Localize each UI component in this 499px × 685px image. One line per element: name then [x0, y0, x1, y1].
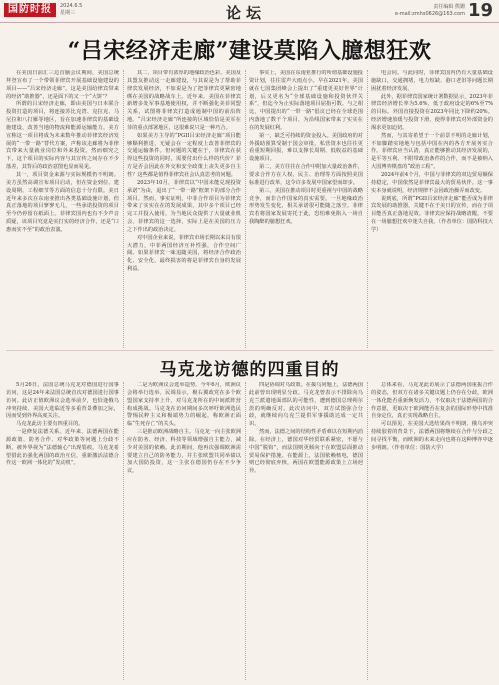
column-divider	[245, 382, 246, 680]
article1-headline: “吕宋经济走廊”建设莫陷入臆想狂欢	[67, 38, 432, 64]
column-divider	[123, 70, 124, 348]
column-divider	[367, 70, 368, 348]
newspaper-logo: 国防时报	[4, 3, 56, 17]
article1-column-3	[249, 70, 363, 348]
paragraph: 事实上，美国在东南亚推行的所谓基础设施投资计划，往往雷声大雨点小。早在2021年，美国就在七国集团峰会上提出了“重建更美好世界”计划，后又更名为“全球基础设施和投资伙伴关系”，但迄今为止实际落地项目屈指可数。与之相比，中国提出的“一带一路”倡议已经在全球范围内落地了数千个项目，为沿线国家带来了实实在在的发展红利。	[249, 70, 363, 131]
editor-info	[395, 4, 465, 18]
paragraph: 四是协调对乌政策。在援乌问题上，法德两国此前曾出现明显分歧。马克龙曾表示不排除向乌克兰派遣地面部队的可能性，遭到德国总理朔尔茨的明确反对。此次访问中，双方试图弥合分歧，就继续向乌克兰提供军事援助达成一定共识。	[249, 382, 363, 428]
paragraph: 然而，法德之间的结构性矛盾难以在短期内消除。在经济上，德国对华经贸联系紧密，不愿与中国“脱钩”，而法国则更倾向于在欧盟层面推动贸易保护措施。在能源上，法国依赖核电，德国则已经彻底弃核，两国在欧盟能源政策上立场迥异。	[249, 429, 363, 475]
paragraph: 2023年10月，菲律宾以“中国未能兑现投资承诺”为由，退出了“一带一路”框架下的部分合作项目。然而，事实证明，中菲合作项目为菲律宾带来了实实在在的发展成果，其中多个项目已经完工并投入使用，为当地民众提供了大量就业机会。菲律宾的这一选择，实际上是在美国的压力之下作出的政治决定。	[127, 179, 241, 233]
paragraph: 此外，据菲律宾国家统计署数据显示，2023年菲律宾经济增长率为5.6%，低于政府设定的6%至7%的目标。外国直接投资在2023年同比下降约20%。经济增速放缓与投资下滑，使得菲律宾对外部资金的渴求更加迫切。	[371, 93, 493, 131]
article2-column-3	[249, 382, 363, 680]
issue-date	[60, 3, 82, 17]
column-divider	[245, 70, 246, 348]
page-header	[0, 0, 499, 23]
paragraph: 在美国日前汇三边首脑会议期间，美国总统拜登宣布了一个带领菲律宾开展基础设施建设的项目——“吕宋经济走廊”。这是美国给律宾带来的经济“助推器”，还是面下的又一个“大饼”？	[6, 70, 119, 100]
paragraph: 如果美方主导的“PGII吕宋经济走廊”项目能够顺利推进，无疑会在一定程度上改善菲律宾的交通运输条件。但问题的关键在于，菲律宾在获得这些投资的同时，需要付出什么样的代价？菲方是否会因此在外交和安全政策上丧失更多自主性？这些都是值得菲律宾社会认真思考的问题。	[127, 132, 241, 178]
paragraph: 第一，缺乏可持续的资金投入。美国政府的对外援助预算受制于国会审批，私营资本也往往更看重短期回报，难以支撑长周期、低收益的基础设施项目。	[249, 132, 363, 163]
paragraph: 可以预见，在美国大选结果尚不明朗、俄乌冲突持续胶着的背景下，法德两国将继续在合作与分歧之间寻找平衡，而欧洲的未来走向也将在这种博弈中逐步明朗。（作者单位：国防大学）	[371, 421, 493, 451]
issue-weekday: 星期三	[60, 10, 76, 16]
paragraph: 三是推动欧洲战略自主。马克龙一向主张欧洲应在防务、经济、科技等领域增强自主能力，减少对美国的依赖。此访期间，他再次强调欧洲需要建立自己的防务能力，并主张欧盟共同举债以加大国防投资，这一主张在德国仍存在不少争议。	[127, 429, 241, 475]
article2-headline: 马克龙访德的四重目的	[159, 360, 340, 380]
article2-column-4	[371, 382, 493, 680]
paragraph: 电会同。与此同时，菲律宾国内仍有大量基础设施缺口，交通拥堵、电力短缺、港口老旧等问题长期困扰着经济发展。	[371, 70, 493, 92]
paragraph: 然而，与其寄希望于一个前景不明的走廊计划，不如脚踏实地地与包括中国在内的各方开展务实合作。菲律宾应当认清，真正能够推动其经济发展的，是平等互利、不附带政治条件的合作，而不是被纳入大国博弈棋盘的“政治工程”。	[371, 132, 493, 171]
editor-email: e-mail:zmhs0626@163.com	[394, 11, 465, 17]
paragraph: 其二，项目带有浓厚的地缘政治色彩。美国及其盟友推动这一走廊建设，与其说是为了帮助菲律宾发展经济，不如说是为了把菲律宾更紧密地绑在美国的战略战车上。近年来，美国在菲律宾新增多处军事基地使用权，并不断强化美菲同盟关系，试图将菲律宾打造成遏制中国的前沿阵地。“吕宋经济走廊”所连接的区域恰恰是美军在菲的重点部署地区，这很难说只是一种巧合。	[127, 70, 241, 131]
paragraph: 2024年前4个月，中国与菲律宾的双边贸易额保持稳定，中国依然是菲律宾最大的贸易伙伴。这一事实本身就说明，经济规律不会因政治操弄而改变。	[371, 171, 493, 194]
paragraph: 马克龙此访主要有四重目的。	[16, 421, 84, 428]
article2-column-1	[6, 382, 119, 680]
paragraph: 其一，项目资金来源与实际规模仍不明朗。美方虽然高调宣布项目启动，但在资金到位、建设周期、工程细节等方面的信息十分有限。美日近年来多次在东南亚推出各类基础设施计划，但真正落地的项目寥寥无几，一些承诺投资的项目至今仍停留在纸面上。菲律宾国内也有不少声音质疑，该项目究竟是实打实的经济合作，还是“口惠而实不至”的政治表演。	[6, 171, 119, 233]
paragraph: 第三，美国在推动项目时更重视与中国的战略竞争，而非合作国家的真实需要。一旦地缘政治形势发生变化，相关承诺很可能随之落空。菲律宾若将国家发展寄托于此，恐怕难免陷入一场自我陶醉的臆想狂欢。	[249, 187, 363, 226]
paragraph: 总体来看，马克龙此访展示了法德两国重振合作的姿态，但双方在诸多关键议题上仍存在分歧。欧洲一体化能否重新焕发活力，不仅取决于法德两国的合作意愿，更取决于欧洲能否在复杂的国际形势中找准自身定位，真正实现战略自主。	[371, 382, 493, 420]
editor-name: 责任编辑 熊姗	[433, 4, 465, 10]
paragraph: 对中国企业来说，菲律宾市场长期以来具有很大潜力，中菲两国经济互补性强，合作空间广阔。如果菲律宾一味追随美国，将经济合作政治化、安全化，最终损害的将是菲律宾自身的发展利益。	[127, 234, 241, 273]
article1-column-1	[6, 70, 119, 348]
section-title: 论坛	[226, 4, 267, 22]
paragraph: 第二，美方往往在合作中附加大量政治条件，要求合作方在人权、民主、治理等方面按照美国标准进行改革，这令许多发展中国家望而却步。	[249, 164, 363, 186]
paragraph: 二是为欧洲议会选举造势。今年6月，欧洲议会将举行选举。民调显示，极右翼政党在多个欧盟国家支持率上升，对马克龙所在的中间派阵营构成挑战。马克龙在访问期间多次呼吁欧洲选民警惕民粹主义和极端势力的崛起，称欧洲正面临“生死存亡”的关头。	[127, 382, 241, 428]
column-divider	[367, 382, 368, 680]
column-divider	[123, 382, 124, 680]
paragraph: 5月26日，法国总统马克龙对德国进行国事访问，这是24年来法国总统首次对德国进行国事访问。此访正值欧洲议会选举前夕，也恰逢俄乌冲突持续、美国大选临近等多重背景叠加之际，因而受到外界高度关注。	[6, 382, 119, 420]
section-rule	[6, 350, 493, 351]
article1-column-4	[371, 70, 493, 348]
article1-column-2	[127, 70, 241, 348]
paragraph: 所谓的吕宋经济走廊，即由美国与日本联合投资打造的项目，将连接苏比克湾、克拉克、马尼拉和八打雁等地区，旨在加速菲律宾的基础设施建设，改善当地的物流和能源运输能力。美方宣称这一项目将成为未来数年推动菲律宾经济发展的“一带一路”替代方案，声称该走廊将为菲律宾带来大量就业岗位和外来投资。然而细究之下，这个项目的实际内容与其宣传之间存在不少落差，其背后的政治意图也显而易见。	[6, 101, 119, 171]
issue-date-line: 2024.6.5	[60, 3, 83, 9]
page-number: 19	[467, 0, 493, 21]
paragraph: 一是修复法德关系。近年来，法德两国在能源政策、防务合作、对华政策等问题上分歧不断，被外界视为“法德轴心”出现裂痕。马克龙希望借此访强化两国的政治互信，重新激活法德合作这一欧洲一体化的“发动机”。	[6, 429, 119, 467]
paragraph: 说到底，所谓“PGII吕宋经济走廊”能否成为菲律宾发展的助推器，关键不在于美日的宣传，而在于项目能否真正落地见效。菲律宾应保持战略清醒，不要在一场臆想狂欢中迷失自我。（作者单位：国防科技大学）	[371, 195, 493, 233]
article2-column-2	[127, 382, 241, 680]
